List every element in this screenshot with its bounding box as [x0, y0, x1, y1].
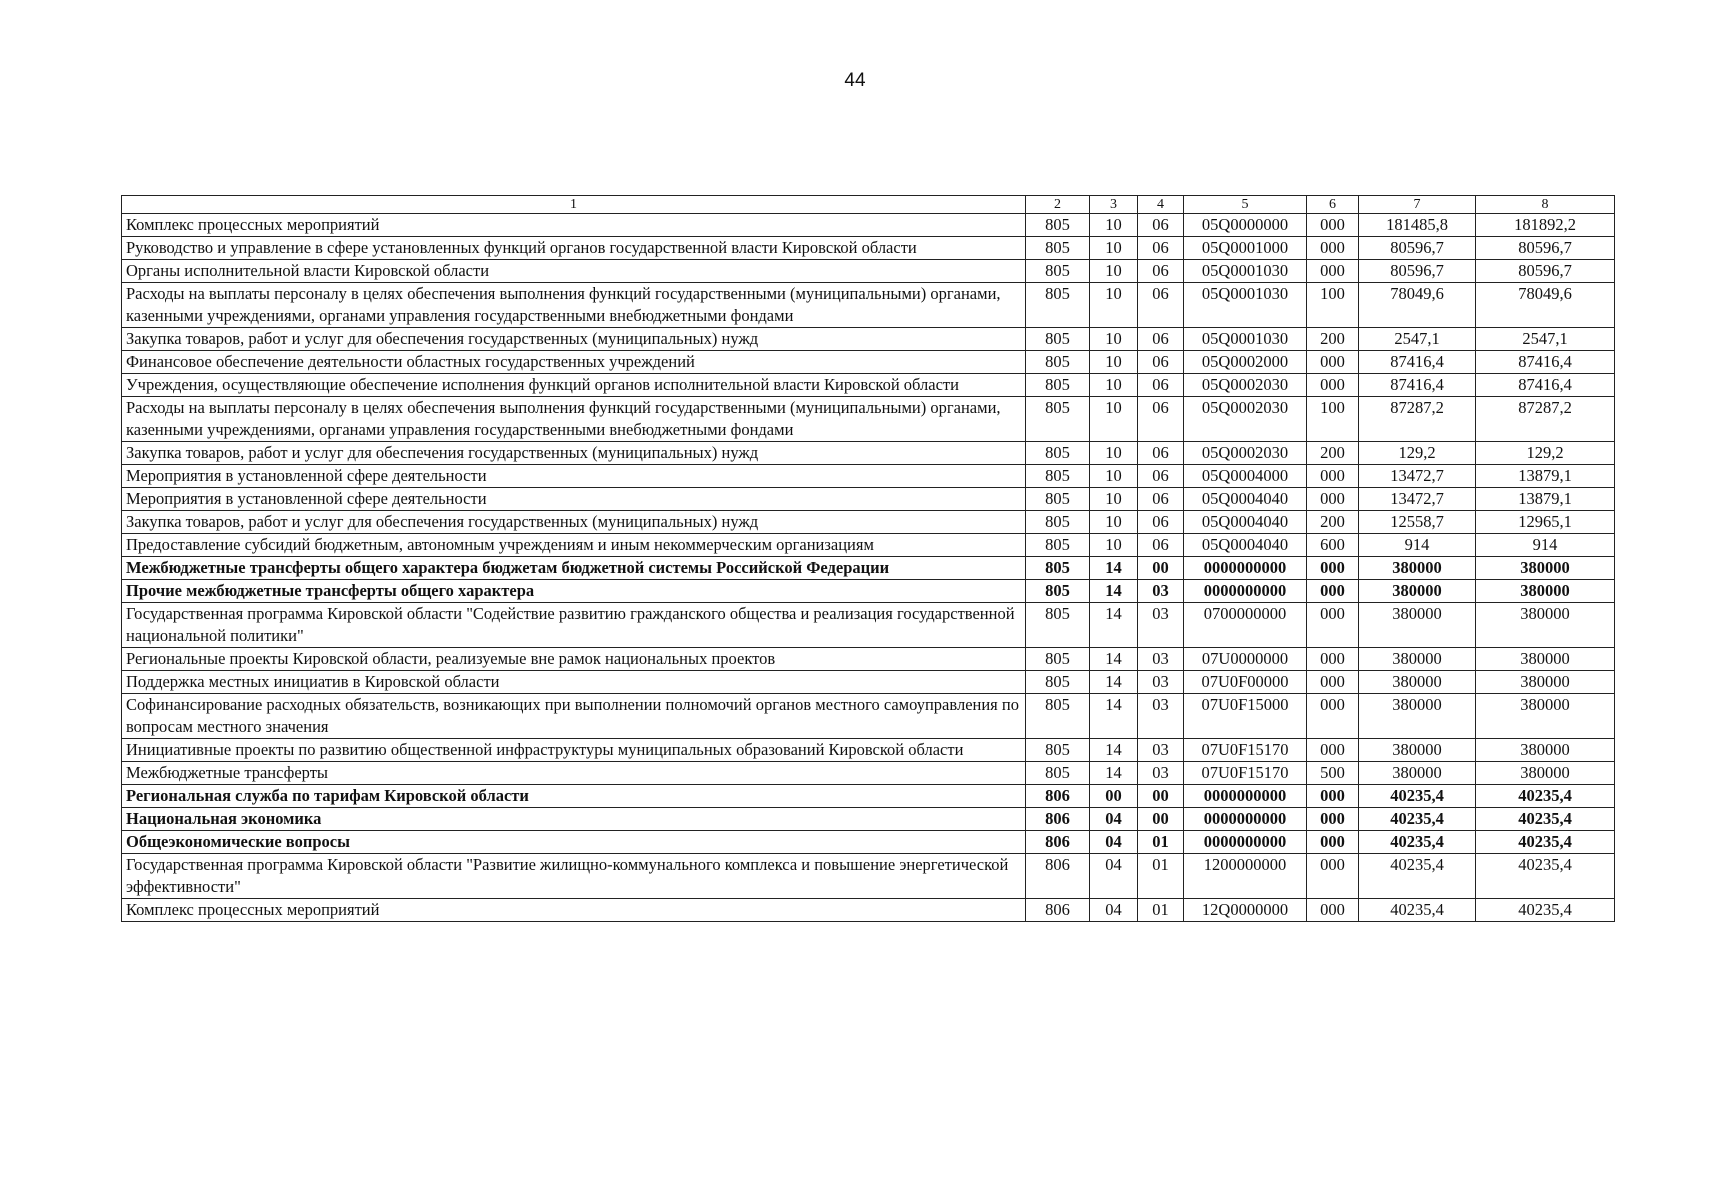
row-code-cell: 01: [1138, 854, 1184, 899]
column-header: 6: [1307, 196, 1359, 214]
row-name-cell: Закупка товаров, работ и услуг для обеспечения государственных (муниципальных) нужд: [122, 511, 1026, 534]
row-code-cell: 06: [1138, 488, 1184, 511]
table-row: [122, 557, 1615, 580]
row-code-cell: 805: [1026, 580, 1090, 603]
row-amount-cell: 40235,4: [1476, 785, 1615, 808]
row-name-cell: Руководство и управление в сфере установленных функций органов государственной власти Кировской области: [122, 237, 1026, 260]
row-code-cell: 000: [1307, 488, 1359, 511]
row-amount-cell: 78049,6: [1476, 283, 1615, 328]
row-code-cell: 000: [1307, 237, 1359, 260]
row-code-cell: 805: [1026, 260, 1090, 283]
row-code-cell: 04: [1090, 854, 1138, 899]
row-amount-cell: 181892,2: [1476, 214, 1615, 237]
table-row: [122, 534, 1615, 557]
row-amount-cell: 40235,4: [1476, 899, 1615, 922]
row-code-cell: 806: [1026, 831, 1090, 854]
row-name-cell: Органы исполнительной власти Кировской области: [122, 260, 1026, 283]
row-code-cell: 06: [1138, 351, 1184, 374]
row-amount-cell: 129,2: [1359, 442, 1476, 465]
row-code-cell: 06: [1138, 397, 1184, 442]
row-amount-cell: 380000: [1359, 648, 1476, 671]
column-header: 8: [1476, 196, 1615, 214]
row-code-cell: 10: [1090, 488, 1138, 511]
table-row: [122, 397, 1615, 442]
row-name-cell: Финансовое обеспечение деятельности областных государственных учреждений: [122, 351, 1026, 374]
table-row: [122, 351, 1615, 374]
row-amount-cell: 78049,6: [1359, 283, 1476, 328]
row-code-cell: 06: [1138, 214, 1184, 237]
row-code-cell: 03: [1138, 671, 1184, 694]
row-code-cell: 000: [1307, 374, 1359, 397]
row-code-cell: 0000000000: [1184, 785, 1307, 808]
row-code-cell: 06: [1138, 442, 1184, 465]
row-name-cell: Национальная экономика: [122, 808, 1026, 831]
table-row: [122, 214, 1615, 237]
row-amount-cell: 80596,7: [1476, 260, 1615, 283]
row-code-cell: 100: [1307, 283, 1359, 328]
row-code-cell: 03: [1138, 762, 1184, 785]
column-number-row: [122, 196, 1615, 214]
row-amount-cell: 40235,4: [1359, 831, 1476, 854]
table-row: [122, 442, 1615, 465]
row-code-cell: 805: [1026, 739, 1090, 762]
row-code-cell: 805: [1026, 648, 1090, 671]
table-row: [122, 671, 1615, 694]
table-row: [122, 465, 1615, 488]
table-body: [122, 214, 1615, 922]
table-row: [122, 511, 1615, 534]
table-row: [122, 899, 1615, 922]
row-code-cell: 04: [1090, 831, 1138, 854]
column-header: 5: [1184, 196, 1307, 214]
row-code-cell: 10: [1090, 534, 1138, 557]
row-name-cell: Инициативные проекты по развитию общественной инфраструктуры муниципальных образований Кировской области: [122, 739, 1026, 762]
table-row: [122, 808, 1615, 831]
row-code-cell: 06: [1138, 374, 1184, 397]
row-code-cell: 06: [1138, 260, 1184, 283]
row-name-cell: Предоставление субсидий бюджетным, автономным учреждениям и иным некоммерческим организациям: [122, 534, 1026, 557]
row-code-cell: 805: [1026, 671, 1090, 694]
row-code-cell: 07U0F15000: [1184, 694, 1307, 739]
row-code-cell: 806: [1026, 854, 1090, 899]
row-amount-cell: 380000: [1476, 580, 1615, 603]
row-code-cell: 000: [1307, 694, 1359, 739]
table-row: [122, 694, 1615, 739]
row-code-cell: 805: [1026, 237, 1090, 260]
row-name-cell: Комплекс процессных мероприятий: [122, 899, 1026, 922]
row-amount-cell: 87416,4: [1476, 351, 1615, 374]
row-code-cell: 03: [1138, 648, 1184, 671]
row-amount-cell: 380000: [1359, 671, 1476, 694]
row-name-cell: Мероприятия в установленной сфере деятельности: [122, 465, 1026, 488]
row-amount-cell: 914: [1476, 534, 1615, 557]
row-amount-cell: 129,2: [1476, 442, 1615, 465]
row-code-cell: 000: [1307, 785, 1359, 808]
row-code-cell: 14: [1090, 603, 1138, 648]
table-row: [122, 260, 1615, 283]
row-code-cell: 10: [1090, 283, 1138, 328]
row-name-cell: Закупка товаров, работ и услуг для обеспечения государственных (муниципальных) нужд: [122, 442, 1026, 465]
row-code-cell: 14: [1090, 671, 1138, 694]
row-amount-cell: 40235,4: [1476, 808, 1615, 831]
table-row: [122, 831, 1615, 854]
row-code-cell: 07U0F00000: [1184, 671, 1307, 694]
row-code-cell: 05Q0004040: [1184, 488, 1307, 511]
column-header: 1: [122, 196, 1026, 214]
row-code-cell: 200: [1307, 328, 1359, 351]
row-amount-cell: 2547,1: [1359, 328, 1476, 351]
row-amount-cell: 380000: [1359, 603, 1476, 648]
row-amount-cell: 40235,4: [1359, 899, 1476, 922]
row-code-cell: 1200000000: [1184, 854, 1307, 899]
row-code-cell: 805: [1026, 465, 1090, 488]
table-row: [122, 603, 1615, 648]
row-name-cell: Расходы на выплаты персоналу в целях обеспечения выполнения функций государственными (муниципальными) органами, казенными учреждениями, органами управления государственными внебюджетными фондами: [122, 397, 1026, 442]
row-code-cell: 00: [1138, 808, 1184, 831]
row-code-cell: 10: [1090, 214, 1138, 237]
row-code-cell: 805: [1026, 328, 1090, 351]
row-amount-cell: 13879,1: [1476, 488, 1615, 511]
row-code-cell: 100: [1307, 397, 1359, 442]
row-code-cell: 10: [1090, 511, 1138, 534]
row-code-cell: 03: [1138, 603, 1184, 648]
row-code-cell: 05Q0002030: [1184, 397, 1307, 442]
row-name-cell: Софинансирование расходных обязательств, возникающих при выполнении полномочий органов местного самоуправления по вопросам местного значения: [122, 694, 1026, 739]
row-amount-cell: 12965,1: [1476, 511, 1615, 534]
column-header: 2: [1026, 196, 1090, 214]
row-name-cell: Закупка товаров, работ и услуг для обеспечения государственных (муниципальных) нужд: [122, 328, 1026, 351]
row-code-cell: 500: [1307, 762, 1359, 785]
row-code-cell: 04: [1090, 899, 1138, 922]
table-row: [122, 488, 1615, 511]
row-code-cell: 806: [1026, 785, 1090, 808]
row-code-cell: 000: [1307, 351, 1359, 374]
budget-table: [121, 195, 1615, 922]
row-code-cell: 805: [1026, 603, 1090, 648]
row-name-cell: Поддержка местных инициатив в Кировской области: [122, 671, 1026, 694]
row-name-cell: Расходы на выплаты персоналу в целях обеспечения выполнения функций государственными (муниципальными) органами, казенными учреждениями, органами управления государственными внебюджетными фондами: [122, 283, 1026, 328]
row-code-cell: 805: [1026, 374, 1090, 397]
row-amount-cell: 380000: [1359, 762, 1476, 785]
row-code-cell: 05Q0000000: [1184, 214, 1307, 237]
row-amount-cell: 13879,1: [1476, 465, 1615, 488]
row-amount-cell: 40235,4: [1476, 831, 1615, 854]
row-name-cell: Государственная программа Кировской области "Содействие развитию гражданского общества и реализация государственной национальной политики": [122, 603, 1026, 648]
row-code-cell: 200: [1307, 442, 1359, 465]
row-code-cell: 000: [1307, 739, 1359, 762]
row-name-cell: Региональная служба по тарифам Кировской области: [122, 785, 1026, 808]
row-amount-cell: 13472,7: [1359, 488, 1476, 511]
row-code-cell: 14: [1090, 762, 1138, 785]
row-code-cell: 0700000000: [1184, 603, 1307, 648]
row-code-cell: 00: [1090, 785, 1138, 808]
row-name-cell: Межбюджетные трансферты: [122, 762, 1026, 785]
row-code-cell: 05Q0001030: [1184, 260, 1307, 283]
row-amount-cell: 380000: [1476, 603, 1615, 648]
row-code-cell: 03: [1138, 580, 1184, 603]
row-amount-cell: 40235,4: [1359, 854, 1476, 899]
row-code-cell: 000: [1307, 648, 1359, 671]
column-header: 3: [1090, 196, 1138, 214]
row-amount-cell: 380000: [1359, 580, 1476, 603]
row-amount-cell: 87287,2: [1359, 397, 1476, 442]
row-code-cell: 14: [1090, 739, 1138, 762]
row-code-cell: 07U0000000: [1184, 648, 1307, 671]
row-amount-cell: 87287,2: [1476, 397, 1615, 442]
row-amount-cell: 914: [1359, 534, 1476, 557]
row-amount-cell: 380000: [1359, 557, 1476, 580]
row-code-cell: 0000000000: [1184, 557, 1307, 580]
row-name-cell: Мероприятия в установленной сфере деятельности: [122, 488, 1026, 511]
row-amount-cell: 380000: [1476, 648, 1615, 671]
row-code-cell: 000: [1307, 808, 1359, 831]
row-code-cell: 12Q0000000: [1184, 899, 1307, 922]
row-code-cell: 01: [1138, 831, 1184, 854]
row-code-cell: 805: [1026, 397, 1090, 442]
row-amount-cell: 380000: [1476, 694, 1615, 739]
row-code-cell: 000: [1307, 557, 1359, 580]
row-code-cell: 00: [1138, 785, 1184, 808]
row-code-cell: 06: [1138, 283, 1184, 328]
row-name-cell: Учреждения, осуществляющие обеспечение исполнения функций органов исполнительной власти Кировской области: [122, 374, 1026, 397]
row-code-cell: 805: [1026, 283, 1090, 328]
row-amount-cell: 80596,7: [1359, 237, 1476, 260]
table-row: [122, 762, 1615, 785]
row-code-cell: 14: [1090, 557, 1138, 580]
row-amount-cell: 2547,1: [1476, 328, 1615, 351]
row-code-cell: 600: [1307, 534, 1359, 557]
row-code-cell: 805: [1026, 442, 1090, 465]
row-code-cell: 805: [1026, 694, 1090, 739]
row-code-cell: 000: [1307, 831, 1359, 854]
row-code-cell: 06: [1138, 465, 1184, 488]
row-code-cell: 805: [1026, 534, 1090, 557]
table-row: [122, 374, 1615, 397]
row-code-cell: 10: [1090, 351, 1138, 374]
row-amount-cell: 380000: [1359, 694, 1476, 739]
row-code-cell: 05Q0004040: [1184, 534, 1307, 557]
row-code-cell: 000: [1307, 580, 1359, 603]
row-code-cell: 10: [1090, 260, 1138, 283]
row-code-cell: 06: [1138, 534, 1184, 557]
row-code-cell: 04: [1090, 808, 1138, 831]
row-code-cell: 07U0F15170: [1184, 739, 1307, 762]
row-code-cell: 05Q0004000: [1184, 465, 1307, 488]
row-amount-cell: 380000: [1359, 739, 1476, 762]
row-amount-cell: 87416,4: [1359, 351, 1476, 374]
row-code-cell: 0000000000: [1184, 808, 1307, 831]
row-code-cell: 05Q0002030: [1184, 374, 1307, 397]
row-amount-cell: 40235,4: [1359, 785, 1476, 808]
row-name-cell: Межбюджетные трансферты общего характера бюджетам бюджетной системы Российской Федерации: [122, 557, 1026, 580]
row-code-cell: 10: [1090, 397, 1138, 442]
row-code-cell: 03: [1138, 694, 1184, 739]
row-amount-cell: 40235,4: [1359, 808, 1476, 831]
row-code-cell: 10: [1090, 237, 1138, 260]
row-code-cell: 805: [1026, 557, 1090, 580]
row-amount-cell: 13472,7: [1359, 465, 1476, 488]
row-code-cell: 000: [1307, 671, 1359, 694]
row-name-cell: Государственная программа Кировской области "Развитие жилищно-коммунального комплекса и повышение энергетической эффективности": [122, 854, 1026, 899]
row-code-cell: 000: [1307, 603, 1359, 648]
row-amount-cell: 40235,4: [1476, 854, 1615, 899]
row-code-cell: 805: [1026, 488, 1090, 511]
row-code-cell: 10: [1090, 465, 1138, 488]
row-code-cell: 000: [1307, 854, 1359, 899]
table-row: [122, 580, 1615, 603]
row-code-cell: 10: [1090, 442, 1138, 465]
row-amount-cell: 380000: [1476, 739, 1615, 762]
table-row: [122, 854, 1615, 899]
table-row: [122, 785, 1615, 808]
row-code-cell: 06: [1138, 328, 1184, 351]
row-code-cell: 14: [1090, 580, 1138, 603]
row-amount-cell: 380000: [1476, 557, 1615, 580]
row-code-cell: 01: [1138, 899, 1184, 922]
row-code-cell: 00: [1138, 557, 1184, 580]
row-code-cell: 805: [1026, 511, 1090, 534]
row-code-cell: 0000000000: [1184, 580, 1307, 603]
row-amount-cell: 380000: [1476, 762, 1615, 785]
row-amount-cell: 80596,7: [1476, 237, 1615, 260]
row-code-cell: 805: [1026, 351, 1090, 374]
row-amount-cell: 380000: [1476, 671, 1615, 694]
row-code-cell: 000: [1307, 465, 1359, 488]
row-code-cell: 05Q0001000: [1184, 237, 1307, 260]
row-code-cell: 0000000000: [1184, 831, 1307, 854]
row-amount-cell: 87416,4: [1476, 374, 1615, 397]
row-code-cell: 000: [1307, 260, 1359, 283]
row-code-cell: 10: [1090, 374, 1138, 397]
row-code-cell: 806: [1026, 899, 1090, 922]
row-code-cell: 805: [1026, 214, 1090, 237]
row-code-cell: 03: [1138, 739, 1184, 762]
column-header: 4: [1138, 196, 1184, 214]
row-code-cell: 805: [1026, 762, 1090, 785]
table-row: [122, 739, 1615, 762]
row-code-cell: 000: [1307, 214, 1359, 237]
row-code-cell: 200: [1307, 511, 1359, 534]
row-name-cell: Комплекс процессных мероприятий: [122, 214, 1026, 237]
row-code-cell: 000: [1307, 899, 1359, 922]
row-code-cell: 07U0F15170: [1184, 762, 1307, 785]
row-code-cell: 10: [1090, 328, 1138, 351]
row-name-cell: Прочие межбюджетные трансферты общего характера: [122, 580, 1026, 603]
row-code-cell: 05Q0002030: [1184, 442, 1307, 465]
row-name-cell: Общеэкономические вопросы: [122, 831, 1026, 854]
row-amount-cell: 87416,4: [1359, 374, 1476, 397]
row-code-cell: 14: [1090, 694, 1138, 739]
row-amount-cell: 181485,8: [1359, 214, 1476, 237]
row-code-cell: 06: [1138, 511, 1184, 534]
column-header: 7: [1359, 196, 1476, 214]
table-row: [122, 328, 1615, 351]
row-amount-cell: 12558,7: [1359, 511, 1476, 534]
row-code-cell: 05Q0001030: [1184, 328, 1307, 351]
row-name-cell: Региональные проекты Кировской области, реализуемые вне рамок национальных проектов: [122, 648, 1026, 671]
table-row: [122, 283, 1615, 328]
row-code-cell: 05Q0002000: [1184, 351, 1307, 374]
table-row: [122, 237, 1615, 260]
row-amount-cell: 80596,7: [1359, 260, 1476, 283]
table-row: [122, 648, 1615, 671]
row-code-cell: 05Q0001030: [1184, 283, 1307, 328]
row-code-cell: 14: [1090, 648, 1138, 671]
row-code-cell: 06: [1138, 237, 1184, 260]
page-number: 44: [844, 70, 866, 91]
row-code-cell: 05Q0004040: [1184, 511, 1307, 534]
row-code-cell: 806: [1026, 808, 1090, 831]
